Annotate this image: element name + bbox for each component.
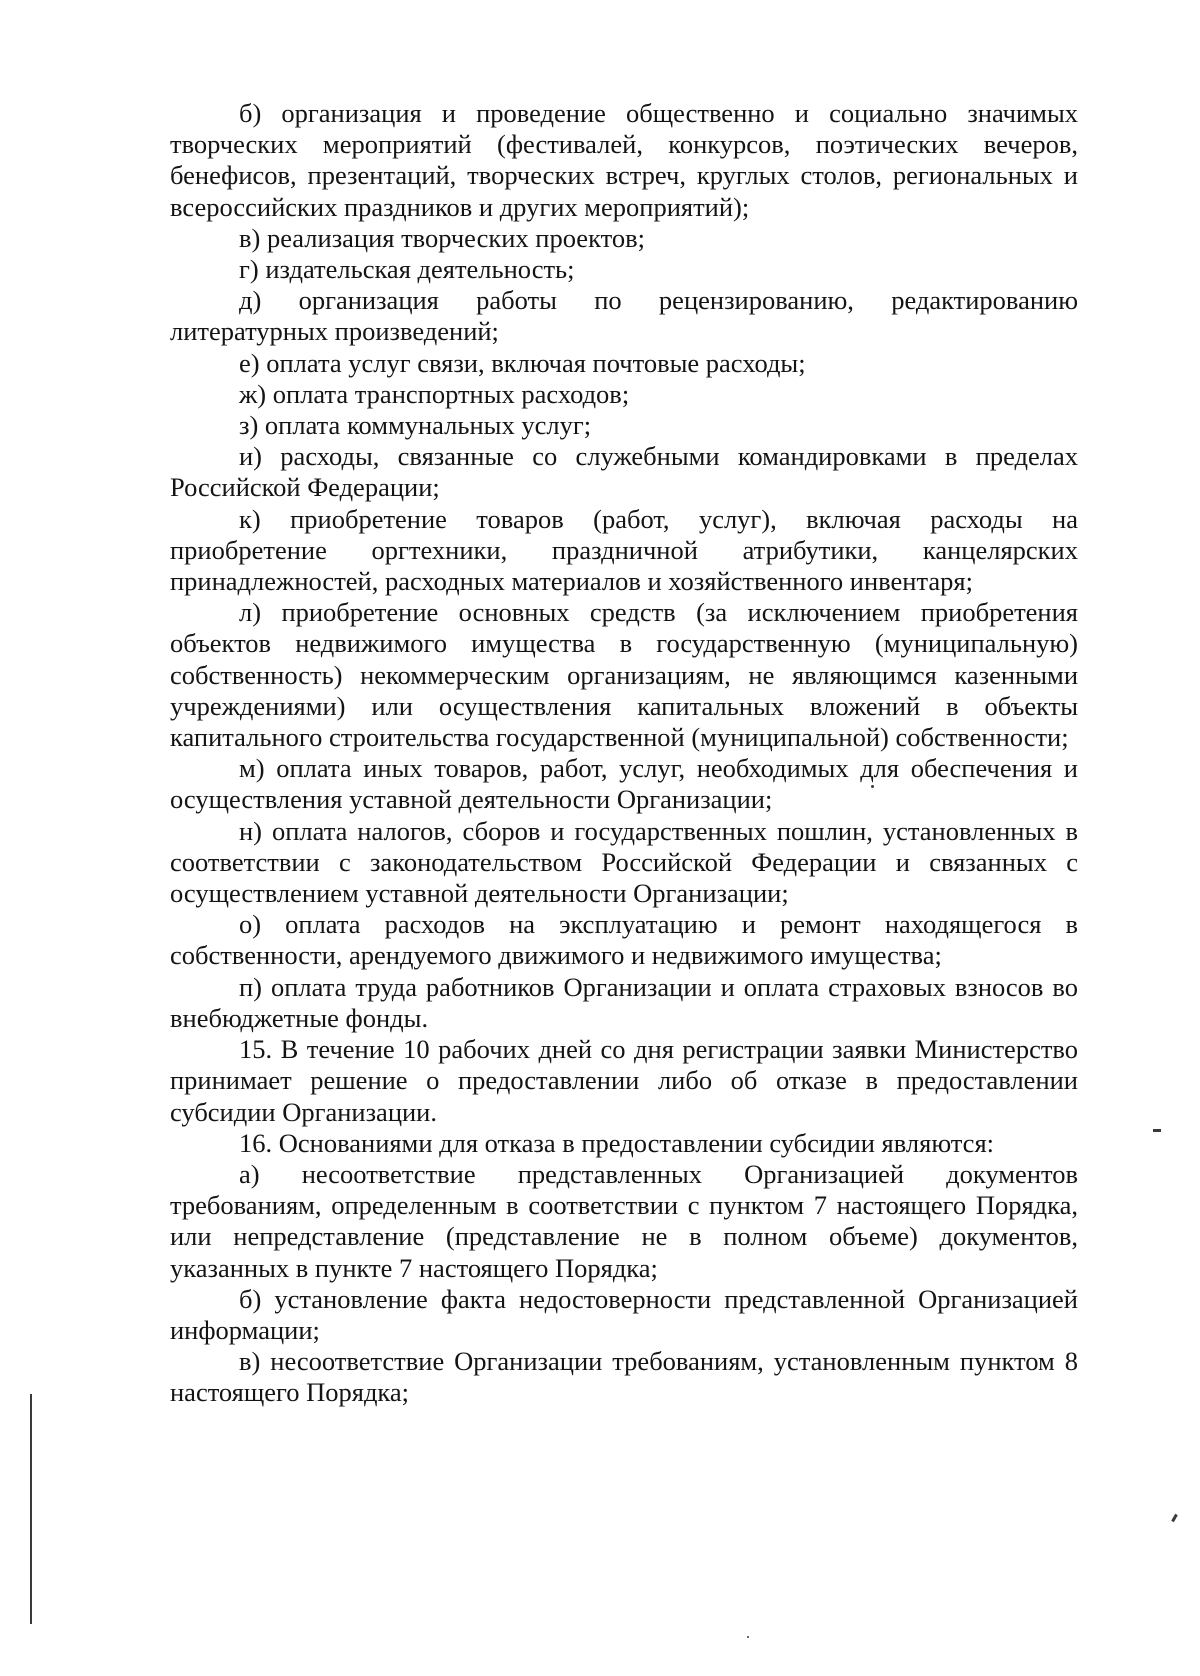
paragraph-item-d-reviewing: д) организация работы по рецензированию, редактированию литературных произведений; (170, 285, 1078, 347)
paragraph-item-z-utilities: з) оплата коммунальных услуг; (239, 410, 592, 441)
paragraph-item-g-publishing: г) издательская деятельность; (239, 254, 575, 285)
paragraph-item-k-goods: к) приобретение товаров (работ, услуг), включая расходы на приобретение оргтехники, праздничной атрибутики, канцелярских принадлежностей, расходных материалов и хозяйственного инвентаря; (170, 503, 1078, 597)
paragraph-refusal-a: а) несоответствие представленных Организацией документов требованиям, определенным в соответствии с пунктом 7 настоящего Порядка, или непредставление (представление не в полном объеме) документов, указанных в пункте 7 настоящего Порядка; (170, 1158, 1078, 1283)
paragraph-item-zh-transport: ж) оплата транспортных расходов; (239, 378, 630, 409)
paragraph-item-p-salaries: п) оплата труда работников Организации и оплата страховых взносов во внебюджетные фонды. (170, 971, 1078, 1033)
paragraph-item-l-fixed-assets: л) приобретение основных средств (за исключением приобретения объектов недвижимого имущества в государственную (муниципальную) собственность) некоммерческим организациям, не являющимся казенными учреждениями) или осуществления капитальных вложений в объекты капитального строительства государственной (муниципальной) собственности; (170, 597, 1078, 753)
paragraph-item-e-communications: е) оплата услуг связи, включая почтовые расходы; (239, 347, 806, 378)
paragraph-item-n-taxes: н) оплата налогов, сборов и государственных пошлин, установленных в соответствии с законодательством Российской Федерации и связанных с осуществлением уставной деятельности Организации; (170, 815, 1078, 909)
paragraph-refusal-b: б) установление факта недостоверности представленной Организацией информации; (170, 1283, 1078, 1345)
paragraph-item-v-projects: в) реализация творческих проектов; (239, 222, 645, 253)
document-page (170, 98, 1078, 1409)
scan-margin-line (30, 1394, 32, 1624)
paragraph-item-m-other-goods: м) оплата иных товаров, работ, услуг, необходимых для обеспечения и осуществления уставной деятельности Организации; (170, 753, 1078, 815)
paragraph-clause-16: 16. Основаниями для отказа в предоставлении субсидии являются: (239, 1127, 994, 1158)
paragraph-item-o-maintenance: о) оплата расходов на эксплуатацию и ремонт находящегося в собственности, арендуемого движимого и недвижимого имущества; (170, 909, 1078, 971)
paragraph-item-b-events: б) организация и проведение общественно и социально значимых творческих мероприятий (фестивалей, конкурсов, поэтических вечеров, бенефисов, презентаций, творческих встреч, круглых столов, региональных и всероссийских праздников и других мероприятий); (170, 98, 1078, 222)
paragraph-clause-15: 15. В течение 10 рабочих дней со дня регистрации заявки Министерство принимает решение о предоставлении либо об отказе в предоставлении субсидии Организации. (170, 1034, 1078, 1127)
scan-tick-mark (1171, 1514, 1178, 1522)
scan-dash-mark (1153, 1129, 1161, 1132)
paragraph-item-i-business-trips: и) расходы, связанные со служебными командировками в пределах Российской Федерации; (170, 441, 1078, 503)
scan-dot-mark (747, 1636, 749, 1638)
paragraph-refusal-v: в) несоответствие Организации требованиям, установленным пунктом 8 настоящего Порядка; (170, 1346, 1078, 1408)
scan-dot-mark (871, 785, 874, 788)
